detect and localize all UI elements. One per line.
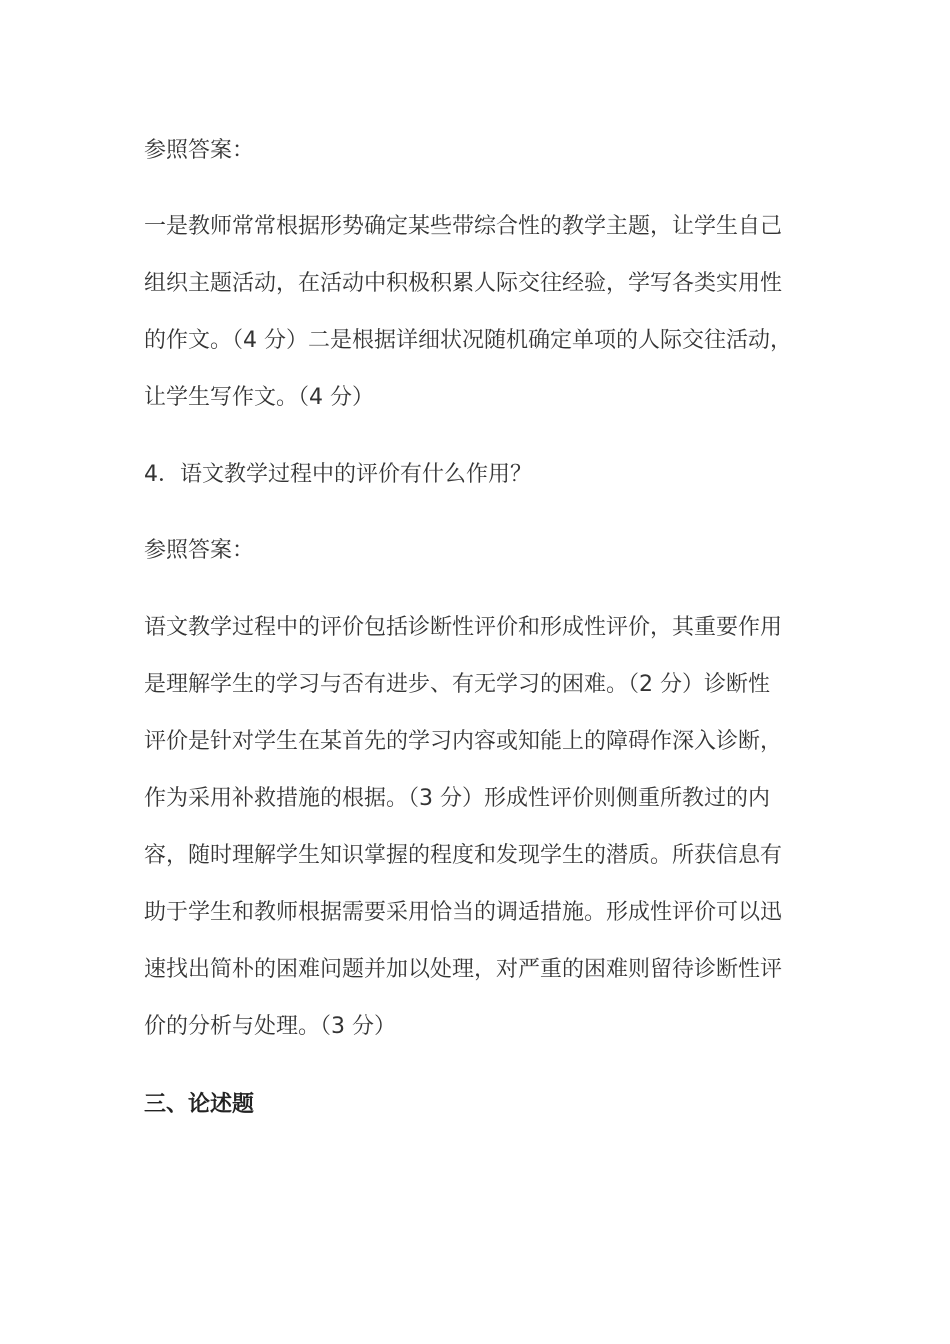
paragraph-line: 一是教师常常根据形势确定某些带综合性的教学主题，让学生自己 [144, 214, 783, 239]
answer-label-1 [144, 122, 804, 179]
answer-label-text: 参照答案： [144, 138, 255, 163]
question-text: 4．语文教学过程中的评价有什么作用？ [144, 462, 532, 487]
section-heading [144, 1076, 804, 1133]
question-4 [144, 446, 804, 503]
paragraph-line: 是理解学生的学习与否有进步、有无学习的困难。（2 分）诊断性 [144, 672, 770, 697]
paragraph-line: 速找出简朴的困难问题并加以处理，对严重的困难则留待诊断性评 [144, 957, 783, 982]
paragraph-line: 评价是针对学生在某首先的学习内容或知能上的障碍作深入诊断， [144, 729, 783, 754]
paragraph-line: 语文教学过程中的评价包括诊断性评价和形成性评价，其重要作用 [144, 615, 783, 640]
paragraph-line: 让学生写作文。（4 分） [144, 385, 374, 410]
section-heading-text: 三、论述题 [144, 1092, 255, 1117]
answer-label-text: 参照答案： [144, 538, 255, 563]
answer-4-paragraph [144, 599, 804, 1055]
paragraph-line: 组织主题活动，在活动中积极积累人际交往经验，学写各类实用性 [144, 271, 783, 296]
paragraph-line: 的作文。（4 分）二是根据详细状况随机确定单项的人际交往活动， [144, 328, 792, 353]
paragraph-line: 助于学生和教师根据需要采用恰当的调适措施。形成性评价可以迅 [144, 900, 783, 925]
paragraph-line: 作为采用补救措施的根据。（3 分）形成性评价则侧重所教过的内 [144, 786, 770, 811]
paragraph-line: 价的分析与处理。（3 分） [144, 1014, 396, 1039]
answer-3-paragraph [144, 198, 804, 426]
paragraph-line: 容，随时理解学生知识掌握的程度和发现学生的潜质。所获信息有 [144, 843, 783, 868]
answer-label-2 [144, 522, 804, 579]
